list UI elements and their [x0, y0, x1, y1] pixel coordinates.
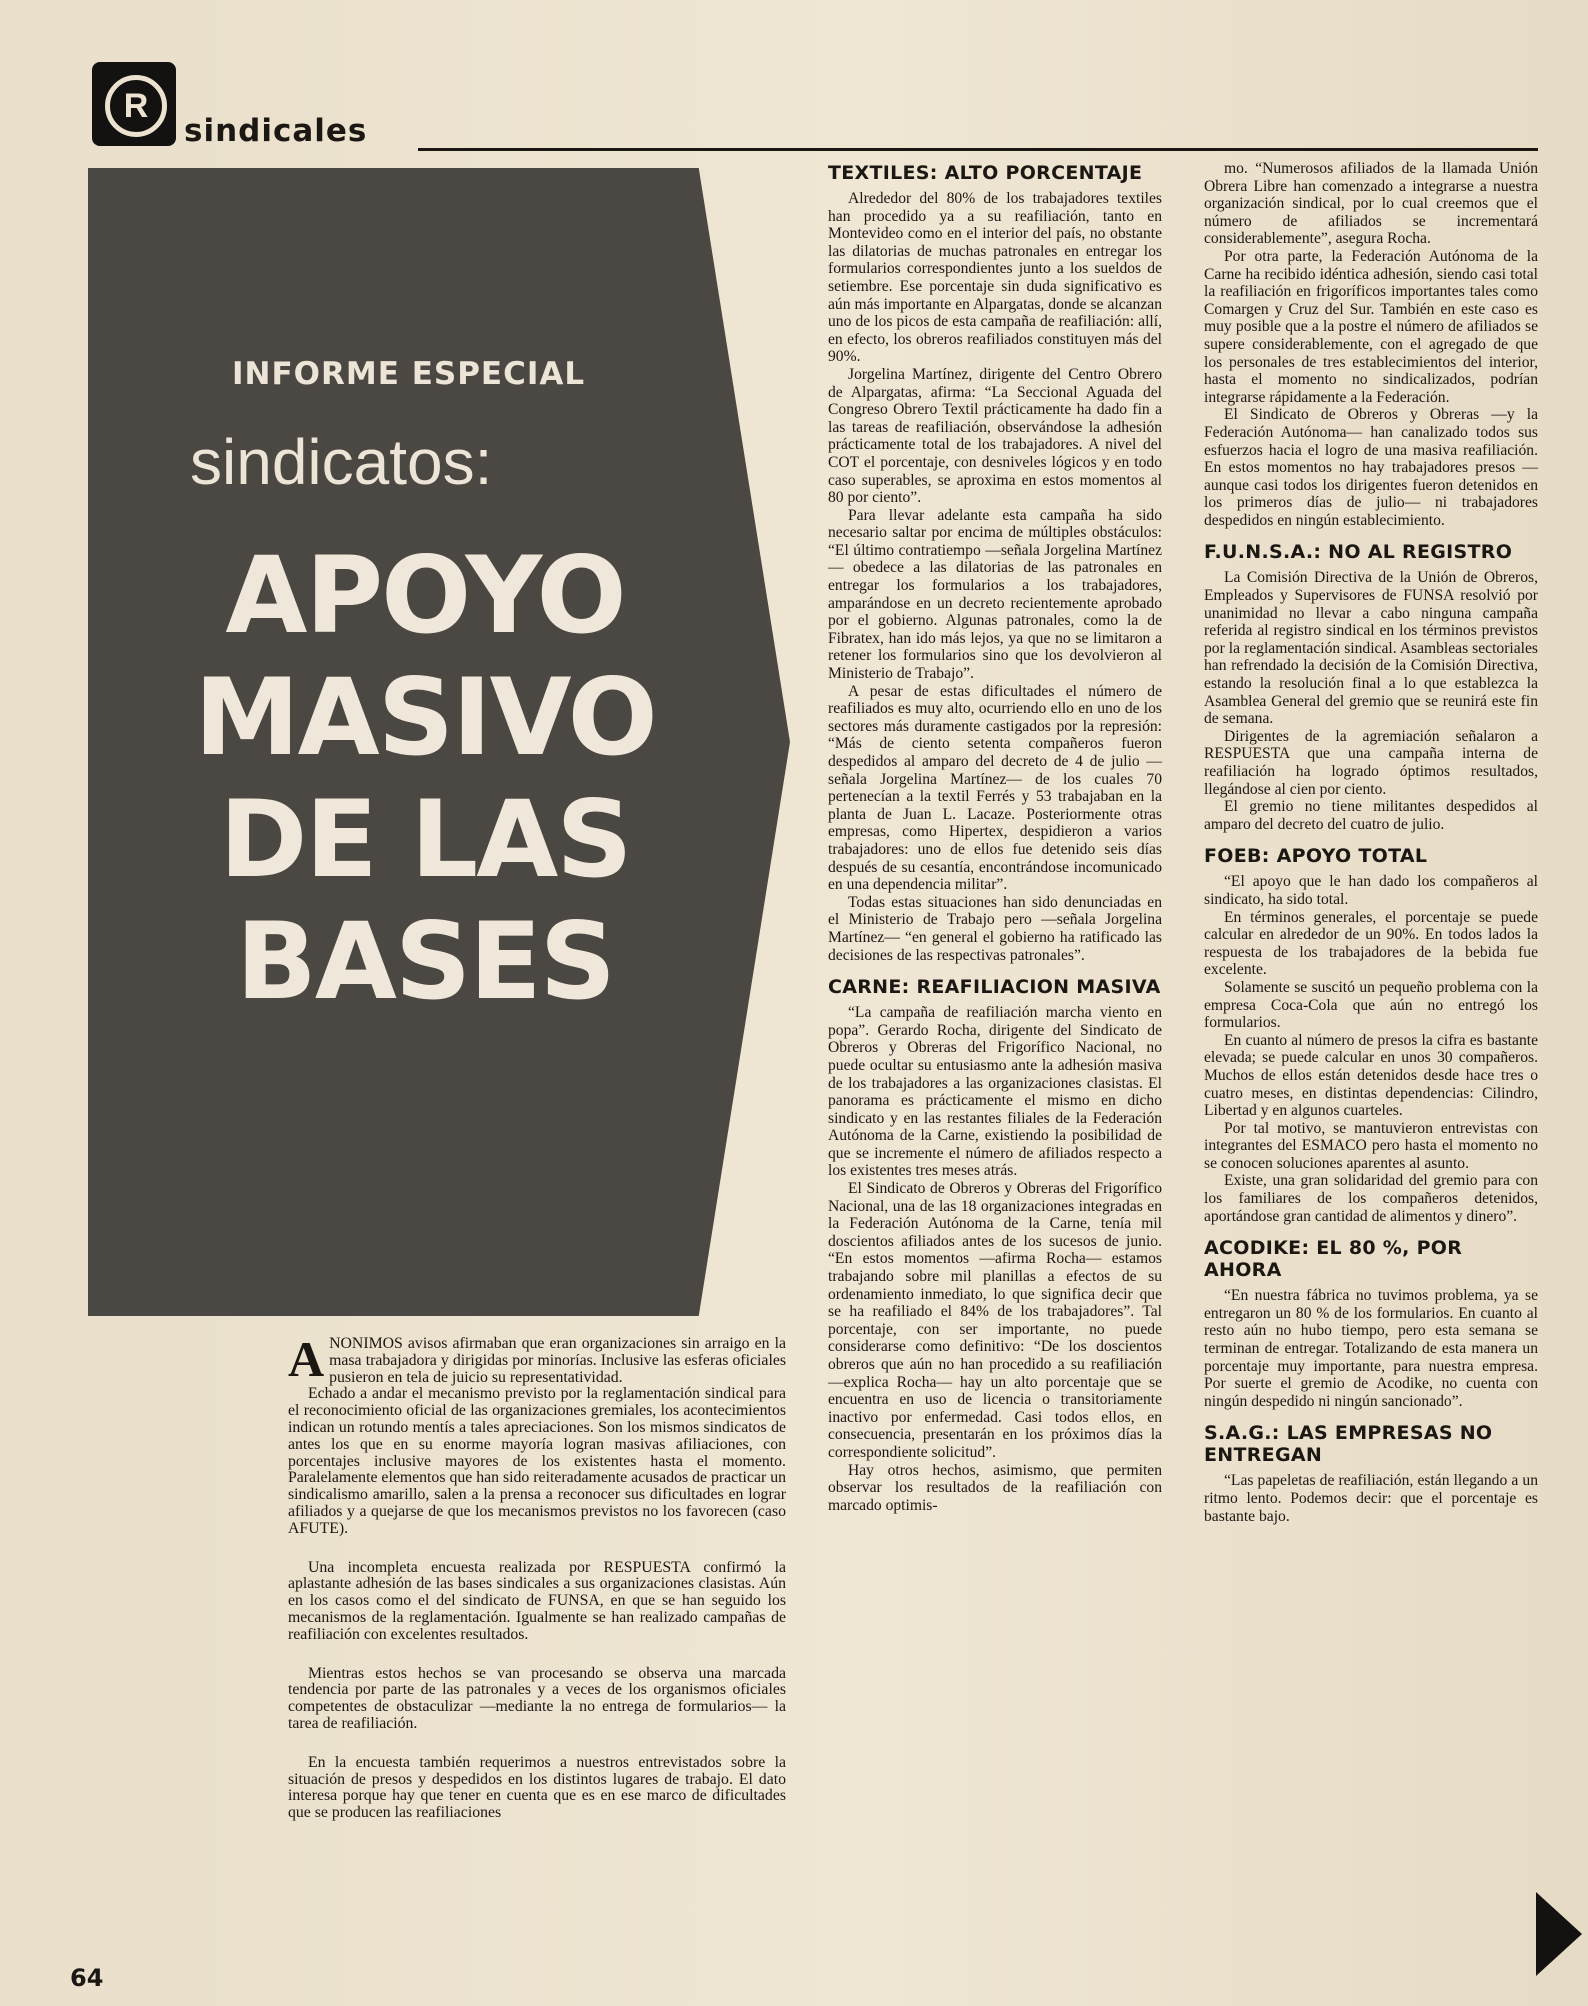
article-paragraph: Por tal motivo, se mantuvieron entrevistas con integrantes del ESMACO pero hasta el momento no se conocen soluciones aparentes al asunto. [1204, 1119, 1538, 1172]
article-paragraph: “La campaña de reafiliación marcha viento en popa”. Gerardo Rocha, dirigente del Sindicato de Obreros y Obreras del Frigorífico Nacional, no puede ocultar su entusiasmo ante la adhesión masiva de los trabajadores a las organizaciones clasistas. El panorama es prácticamente el mismo en dicho sindicato y en las restantes filiales de la Federación Autónoma de la Carne, existiendo la posibilidad de que se incremente el número de afiliados respecto a los existentes tres meses atrás. [828, 1004, 1162, 1180]
article-column-2 [828, 162, 1162, 1514]
intro-paragraph: ANONIMOS avisos afirmaban que eran organizaciones sin arraigo en la masa trabajadora y dirigidas por minorías. Inclusive las esferas oficiales pusieron en tela de juicio su representatividad. [288, 1331, 786, 1387]
article-paragraph: Hay otros hechos, asimismo, que permiten observar los resultados de la reafiliación con marcado optimis- [828, 1461, 1162, 1514]
article-paragraph: En términos generales, el porcentaje se puede calcular en alrededor de un 90%. En todos lados la respuesta de los trabajadores de la bebida fue excelente. [1204, 908, 1538, 979]
article-paragraph: Solamente se suscitó un pequeño problema con la empresa Coca-Cola que aún no entregó los formularios. [1204, 978, 1538, 1032]
article-paragraph: “El apoyo que le han dado los compañeros al sindicato, ha sido total. [1204, 873, 1538, 908]
intro-paragraph: Echado a andar el mecanismo previsto por la reglamentación sindical para el reconocimiento oficial de las organizaciones gremiales, los acontecimientos indican un rotundo mentís a tales apreciaciones. Son los mismos sindicatos de antes los que en su enorme mayoría logran masivas afiliaciones, con porcentajes inclusive mayores de los existentes hasta el momento. Paralelamente elementos que han sido reiteradamente acusados de practicar un sindicalismo amarillo, salen a la prensa a reconocer sus dificultades en lograr afiliados y a quejarse de que los mecanismos previstos no los favorecen (caso AFUTE). [288, 1385, 786, 1537]
article-paragraph: El Sindicato de Obreros y Obreras del Frigorífico Nacional, una de las 18 organizaciones integradas en la Federación Autónoma de la Carne, tenía mil doscientos afiliados antes de los sucesos de junio. “En estos momentos —afirma Rocha— estamos trabajando sobre mil planillas a efectos de su ordenamiento inmediato, lo que significa decir que se ha reafiliado el 84% de los trabajadores”. Tal porcentaje, con ser importante, no puede considerarse como definitivo: “De los doscientos obreros que aún no han procedido a su reafiliación —explica Rocha— hay un alto porcentaje que se encuentra en uso de licencia o transitoriamente inactivo por enfermedad. Casi todos ellos, en consecuencia, presentarán en los próximos días la correspondiente solicitud”. [828, 1180, 1162, 1461]
page-number: 64 [70, 1964, 104, 1992]
drop-cap: A [288, 1331, 325, 1387]
intro-paragraph: Mientras estos hechos se van procesando se observa una marcada tendencia por parte de las patronales y a veces de los organismos oficiales competentes de obstaculizar —mediante la no entrega de formularios— la tarea de reafiliación. [288, 1664, 786, 1732]
right-arrow-icon [1536, 1892, 1582, 1976]
article-paragraph: Existe, una gran solidaridad del gremio para con los familiares de los compañeros detenidos, aportándose gran cantidad de alimentos y dinero”. [1204, 1172, 1538, 1225]
section-heading: CARNE: REAFILIACION MASIVA [828, 976, 1161, 999]
article-paragraph: Alrededor del 80% de los trabajadores textiles han procedido ya a su reafiliación, tanto en Montevideo como en el interior del país, no obstante las dilatorias de muchas patronales en entregar los formularios correspondientes junto a los sueldos de setiembre. Ese porcentaje sin duda significativo es aún más importante en Alpargatas, donde se alcanzan uno de los picos de esta campaña de reafiliación: allí, en efecto, los obreros reafiliados constituyen más del 90%. [828, 190, 1162, 366]
article-paragraph: Todas estas situaciones han sido denunciadas en el Ministerio de Trabajo pero —señala Jorgelina Martínez— “en general el gobierno ha ratificado las decisiones de las respectivas patronales”. [828, 893, 1162, 964]
logo-letter: R [105, 75, 167, 137]
article-paragraph: Dirigentes de la agremiación señalaron a RESPUESTA que una campaña interna de reafiliación ha logrado óptimos resultados, llegándose al cien por ciento. [1204, 727, 1538, 798]
article-paragraph: La Comisión Directiva de la Unión de Obreros, Empleados y Supervisores de FUNSA resolvió por unanimidad no llevar a cabo ninguna campaña referida al registro sindical en los términos previstos por la reglamentación sindical. Asambleas sectoriales han refrendado la decisión de la Comisión Directiva, estando la resolución final a lo que establezca la Asamblea General del gremio que se reunirá este fin de semana. [1204, 569, 1538, 728]
headline-line: DE LAS [219, 778, 631, 901]
section-rule [418, 148, 1538, 151]
intro-paragraph: En la encuesta también requerimos a nuestros entrevistados sobre la situación de presos y despedidos en los distintos lugares de trabajo. El dato interesa porque hay que tener en cuenta que es en ese marco de dificultades que se producen las reafiliaciones [288, 1753, 786, 1822]
section-label: sindicales [184, 113, 368, 149]
banner-subtitle: sindicatos: [190, 426, 493, 498]
headline-line: APOYO [225, 534, 625, 657]
article-column-3 [1204, 160, 1538, 1525]
article-paragraph: mo. “Numerosos afiliados de la llamada Unión Obrera Libre han comenzado a integrarse a nuestra organización sindical, por lo cual creemos que el número de afiliados se incrementará considerablemente”, asegura Rocha. [1204, 160, 1538, 248]
article-paragraph: “En nuestra fábrica no tuvimos problema, ya se entregaron un 80 % de los formularios. En cuanto al resto aún no hubo tiempo, pero esta semana se terminan de entregar. Totalizando de esta manera un porcentaje muy importante, para nuestra empresa. Por suerte el gremio de Acodike, no cuenta con ningún despedido ni ningún sancionado”. [1204, 1287, 1538, 1410]
headline-line: MASIVO [194, 656, 656, 779]
intro-paragraph: Una incompleta encuesta realizada por RESPUESTA confirmó la aplastante adhesión de las bases sindicales a sus organizaciones clasistas. Aún en los casos como el del sindicato de FUNSA, en que se han seguido los mecanismos de la reglamentación. Igualmente se han realizado campañas de reafiliación con excelentes resultados. [288, 1558, 786, 1643]
section-heading: TEXTILES: ALTO PORCENTAJE [828, 162, 1143, 184]
intro-column [288, 1331, 786, 1822]
section-heading: FOEB: APOYO TOTAL [1204, 845, 1428, 868]
article-paragraph: Jorgelina Martínez, dirigente del Centro Obrero de Alpargatas, afirma: “La Seccional Aguada del Congreso Obrero Textil prácticamente ha dado fin a las tareas de reafiliación, observándose la adhesión prácticamente total de los trabajadores. A nivel del COT el porcentaje, con desniveles lógicos y en todo caso superables, se aproxima en estos momentos al 80 por ciento”. [828, 365, 1162, 507]
article-paragraph: Para llevar adelante esta campaña ha sido necesario saltar por encima de múltiples obstáculos: “El último contratiempo —señala Jorgelina Martínez— obedece a las dilatorias de las patronales en entregar los formularios a los trabajadores, amparándose en un decreto recientemente aprobado por el gobierno. Algunas patronales, como la de Fibratex, han ido más lejos, ya que no se limitaron a retener los formularios sino que los devolvieron al Ministerio de Trabajo”. [828, 506, 1162, 683]
banner-headline [150, 535, 700, 1023]
article-paragraph: El Sindicato de Obreros y Obreras —y la Federación Autónoma— han canalizado todos sus esfuerzos hacia el logro de una masiva reafiliación. En estos momentos no hay trabajadores presos —aunque casi todos los dirigentes fueron detenidos en los primeros días de julio— ni trabajadores despedidos en ningún establecimiento. [1204, 406, 1538, 529]
section-heading: S.A.G.: LAS EMPRESAS NO ENTREGAN [1204, 1422, 1493, 1467]
headline-line: BASES [236, 900, 614, 1023]
section-heading: ACODIKE: EL 80 %, POR AHORA [1204, 1237, 1463, 1282]
article-paragraph: El gremio no tiene militantes despedidos al amparo del decreto del cuatro de julio. [1204, 798, 1538, 833]
article-paragraph: “Las papeletas de reafiliación, están llegando a un ritmo lento. Podemos decir: que el porcentaje es bastante bajo. [1204, 1472, 1538, 1525]
magazine-logo [92, 62, 176, 146]
article-paragraph: En cuanto al número de presos la cifra es bastante elevada; se puede calcular en unos 30 compañeros. Muchos de ellos están detenidos desde hace tres o cuatro meses, en distintas dependencias: Cilindro, Libertad y en algunos cuarteles. [1204, 1031, 1538, 1120]
section-heading: F.U.N.S.A.: NO AL REGISTRO [1204, 541, 1513, 564]
article-paragraph: Por otra parte, la Federación Autónoma de la Carne ha recibido idéntica adhesión, siendo casi total la reafiliación en frigoríficos importantes tales como Comargen y Cruz del Sur. También en este caso es muy posible que a la postre el número de afiliados se supere considerablemente, con el agregado de que los personales de tres establecimientos del interior, hasta el momento no sindicalizados, podrían integrarse rápidamente a la Federación. [1204, 247, 1538, 406]
banner-kicker: INFORME ESPECIAL [232, 356, 586, 392]
article-paragraph: A pesar de estas dificultades el número de reafiliados es muy alto, ocurriendo ello en uno de los sectores más duramente castigados por la represión: “Más de ciento setenta compañeros fueron despedidos al amparo del decreto de 4 de julio —señala Jorgelina Martínez— de los cuales 70 pertenecían a la textil Ferrés y 53 trabajaban en la planta de Juan L. Lacaze. Posteriormente otras empresas, como Hipertex, despidieron a varios trabajadores: uno de ellos fue detenido seis días después de su cesantía, encontrándose incomunicado en una dependencia militar”. [828, 682, 1162, 894]
